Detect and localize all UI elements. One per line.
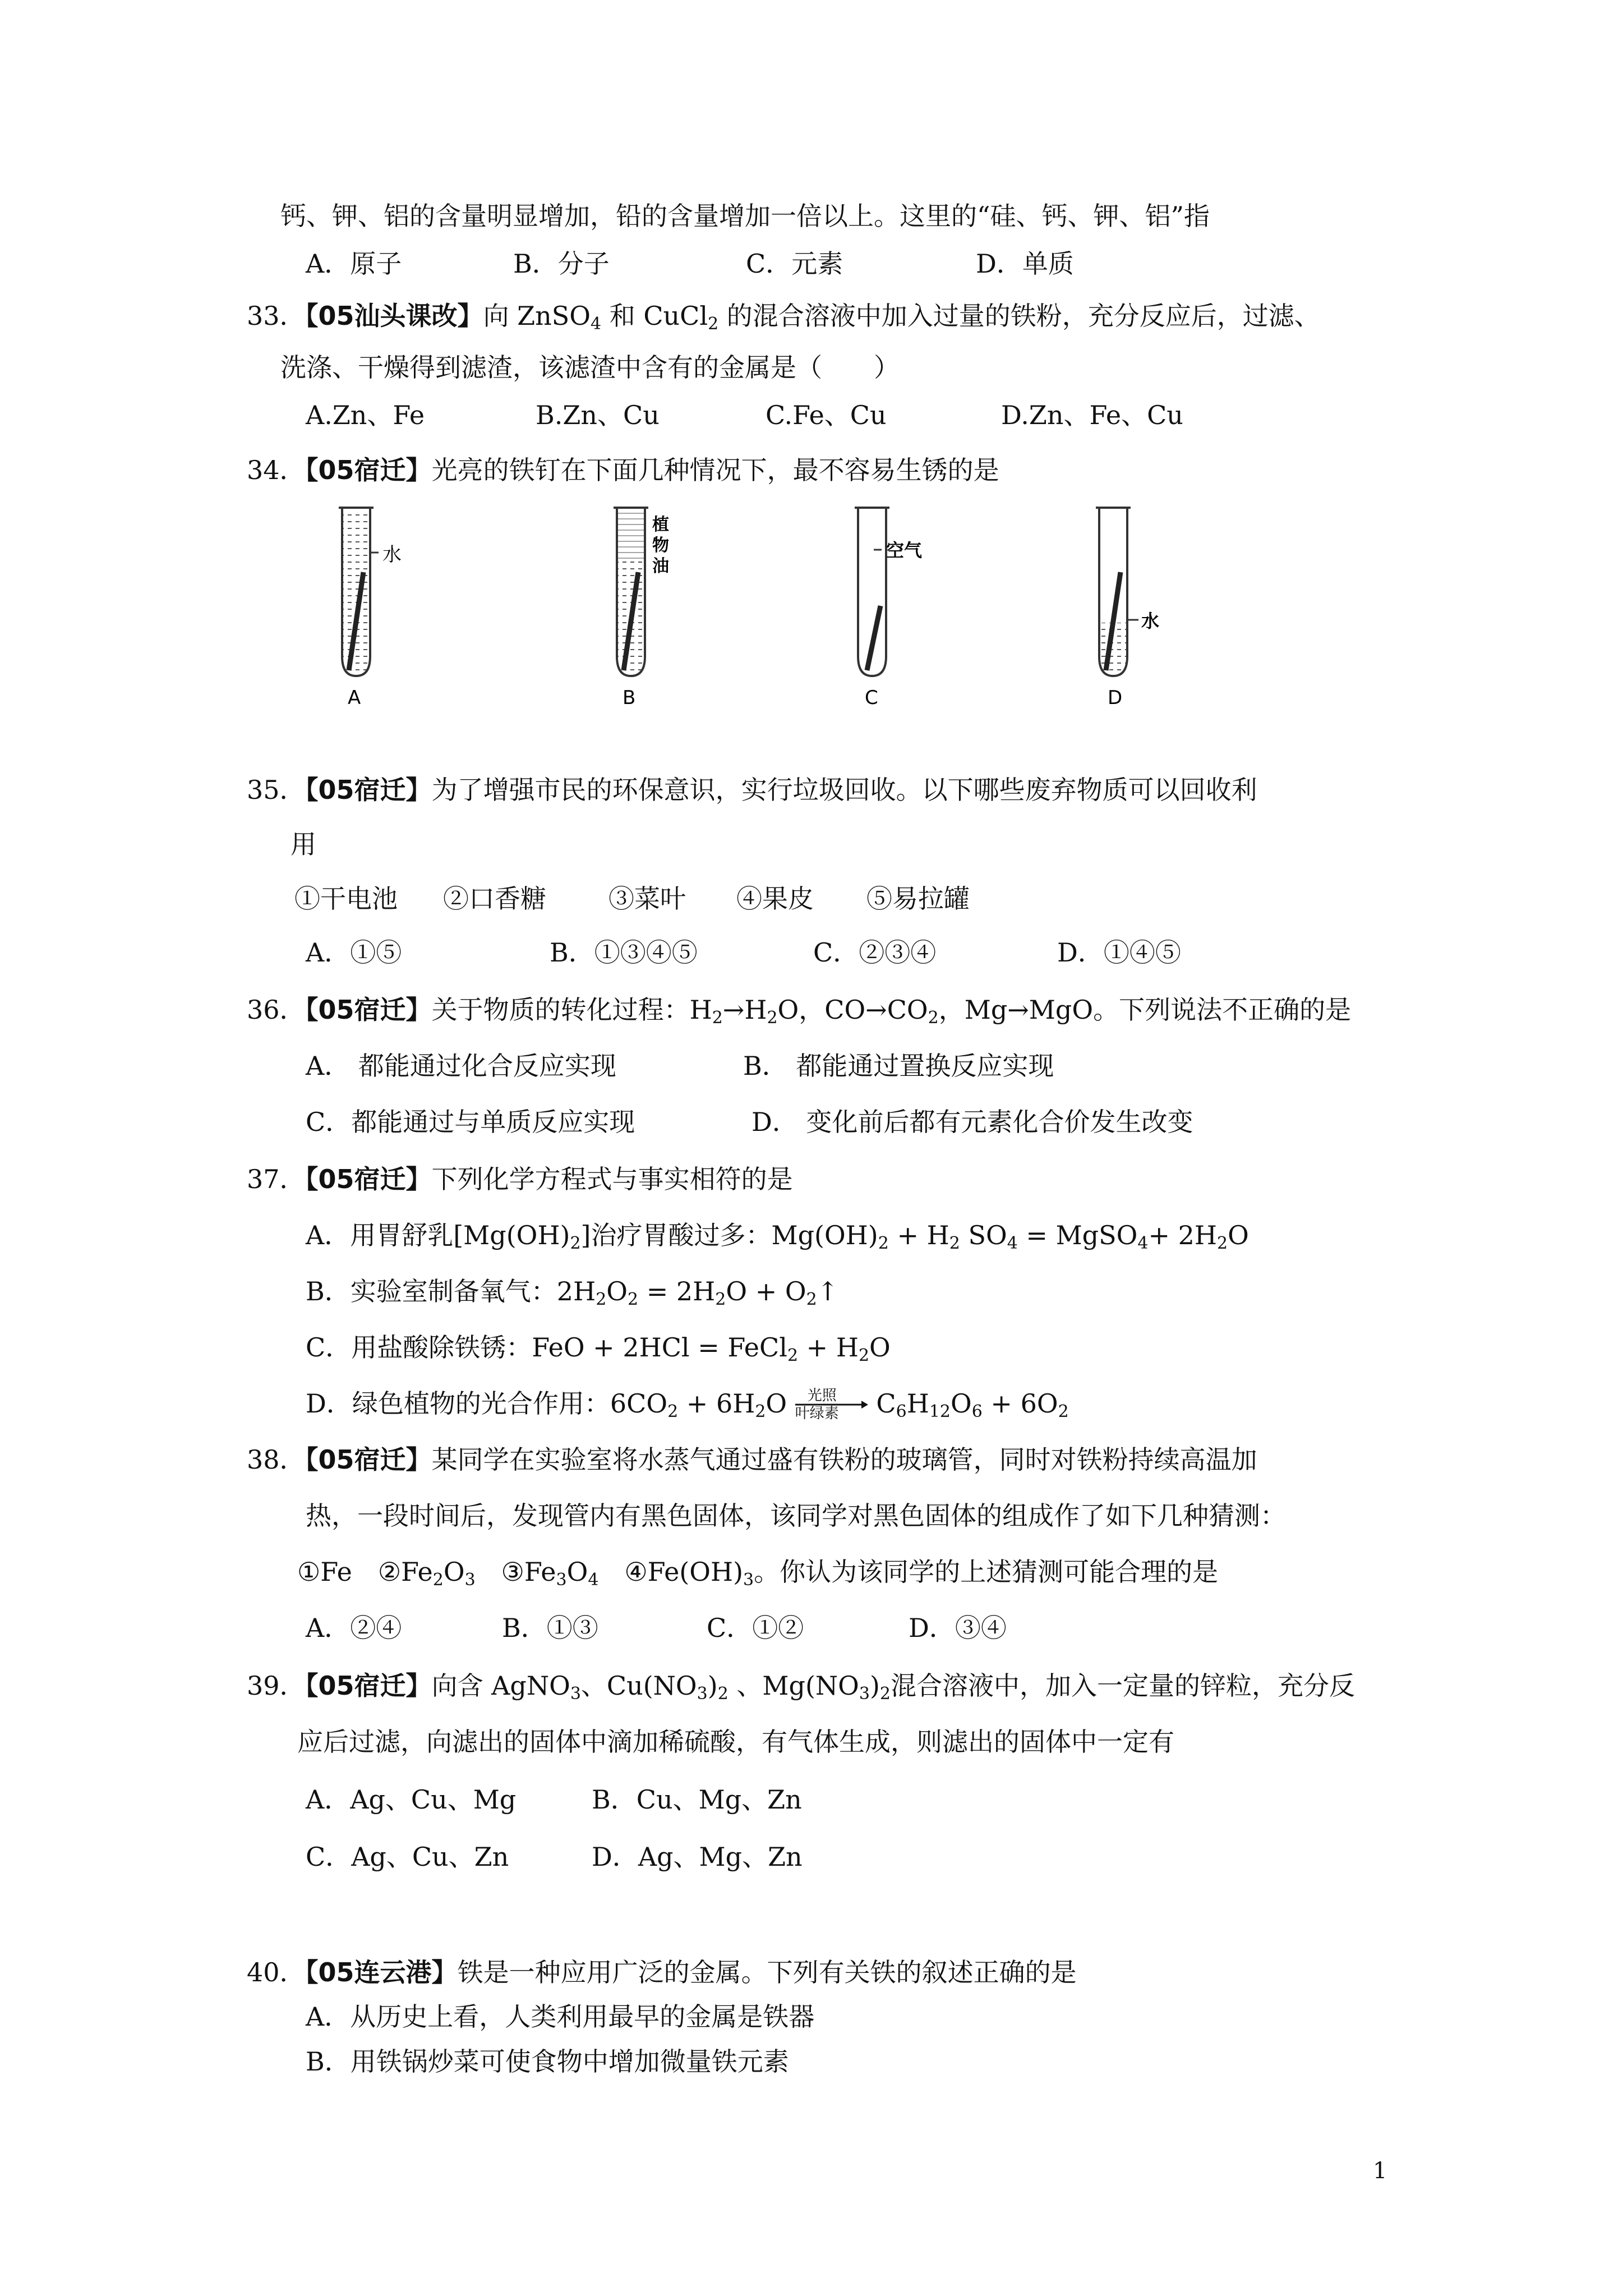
option-c: C．②③④ (813, 937, 937, 968)
question-36 (247, 993, 1351, 1027)
question-35-options (306, 936, 1181, 969)
question-text: 光亮的铁钉在下面几种情况下，最不容易生锈的是 (431, 455, 999, 485)
option-b: B． 都能通过置换反应实现 (743, 1051, 1054, 1081)
subscript: 4 (591, 314, 602, 334)
question-number: 34． (247, 455, 306, 485)
reaction-arrow (795, 1389, 868, 1423)
question-text: ，Mg→MgO。下列说法不正确的是 (938, 995, 1352, 1025)
question-37 (247, 1162, 793, 1196)
question-33-options (306, 398, 1183, 432)
question-text: 下列化学方程式与事实相符的是 (431, 1164, 793, 1194)
option-d: D.Zn、Fe、Cu (1001, 400, 1183, 430)
option-d: D．③④ (909, 1613, 1007, 1643)
option-d: D． 变化前后都有元素化合价发生改变 (751, 1107, 1193, 1137)
option-c: C．都能通过与单质反应实现 (306, 1107, 635, 1137)
question-39: 39．【05宿迁】向含 AgNO$_3$、$Cu(NO_3)_2$ 、$Mg(NO_3)_2$混合溶液中，加入一定量的锌粒，充分反 (247, 1671, 1355, 1704)
question-37-option-d: D．绿色植物的光合作用：$6CO_2 + 6H_2O$ 光照 叶绿素 $C_6H_{12}O_6 + 6O_2$ (306, 1387, 1069, 1422)
item-1: ①干电池 (294, 884, 398, 914)
page-number: 1 (1373, 2158, 1387, 2184)
tube-c-label: 空气 (886, 540, 923, 561)
question-number: 40． (247, 1957, 306, 1987)
option-c: C．Ag、Cu、Zn (306, 1842, 509, 1872)
question-33-line2: 洗涤、干燥得到滤渣，该滤渣中含有的金属是（ ） (280, 352, 900, 383)
question-37-option-a: A．用胃舒乳$[Mg(OH)_2]$治疗胃酸过多：$Mg(OH)_2 + H_2$ $SO_4$ = MgSO$_4$+ $2H_2O$ (306, 1220, 1249, 1253)
option-b: B.Zn、Cu (536, 400, 660, 430)
option-b: B．Cu、Mg、Zn (592, 1784, 802, 1815)
question-number: 36． (247, 995, 306, 1025)
option-b: B．①③④⑤ (550, 937, 698, 968)
question-number: 35． (247, 775, 306, 805)
option-a: A．②④ (306, 1613, 402, 1643)
question-source-tag: 【05宿迁】 (305, 1671, 432, 1701)
tube-a-letter: A (348, 687, 361, 707)
question-text: 关于物质的转化过程：H (431, 995, 712, 1025)
test-tubes-figure (331, 505, 1172, 707)
question-38-options (306, 1611, 1007, 1645)
item-4: ④果皮 (736, 884, 814, 914)
question-text: 和 CuCl (601, 301, 708, 331)
arrow-condition-bottom: 叶绿素 (795, 1405, 839, 1422)
option-c: C．①② (707, 1613, 804, 1643)
question-39-options-ab (306, 1783, 802, 1816)
item-5: ⑤易拉罐 (866, 884, 970, 914)
question-text: O，CO→CO (777, 995, 928, 1025)
question-source-tag: 【05宿迁】 (305, 995, 432, 1025)
question-number: 39． (247, 1671, 306, 1701)
question-source-tag: 【05宿迁】 (305, 775, 432, 805)
question-39-options-cd (306, 1840, 803, 1874)
tube-a-label: 水 (382, 544, 402, 566)
question-35-items (294, 882, 970, 915)
question-source-tag: 【05连云港】 (305, 1957, 458, 1987)
question-35 (247, 773, 1257, 807)
option-d: D．①④⑤ (1057, 937, 1181, 968)
question-38 (247, 1443, 1257, 1476)
question-text: 的混合溶液中加入过量的铁粉，充分反应后，过滤、 (718, 301, 1320, 331)
subscript: 2 (767, 1008, 778, 1028)
option-b: B．分子 (513, 249, 610, 279)
question-33 (247, 299, 1320, 333)
question-38-guesses: ①Fe $②Fe_2O_3$ $③Fe_3O_4$ $④Fe(OH)_3$。你认为该同学的上述猜测可能合理的是 (297, 1557, 1219, 1590)
option-a: A．原子 (306, 249, 402, 279)
question-34 (247, 453, 999, 487)
question-37-option-c: C．用盐酸除铁锈：FeO + 2HCl = FeCl$_2$ + $H_2O$ (306, 1332, 891, 1365)
option-c: C．元素 (746, 249, 843, 279)
tube-d (1096, 508, 1138, 676)
question-36-options-ab (306, 1049, 1054, 1083)
question-40-option-b: B．用铁锅炒菜可使食物中增加微量铁元素 (306, 2046, 789, 2077)
subscript: 2 (708, 314, 719, 334)
option-a: A.Zn、Fe (306, 400, 425, 430)
question-text: 某同学在实验室将水蒸气通过盛有铁粉的玻璃管，同时对铁粉持续高温加 (431, 1444, 1257, 1475)
option-a: A．①⑤ (306, 937, 402, 968)
tube-d-label: 水 (1141, 610, 1160, 632)
question-number: 38． (247, 1444, 306, 1475)
question-text: 为了增强市民的环保意识，实行垃圾回收。以下哪些废弃物质可以回收利 (431, 775, 1257, 805)
question-36-options-cd (306, 1105, 1193, 1139)
question-39-line2: 应后过滤，向滤出的固体中滴加稀硫酸，有气体生成，则滤出的固体中一定有 (297, 1727, 1174, 1757)
question-text: 铁是一种应用广泛的金属。下列有关铁的叙述正确的是 (457, 1957, 1077, 1987)
item-3: ③菜叶 (608, 884, 686, 914)
question-text: →H (722, 995, 767, 1025)
option-d: D．单质 (976, 249, 1074, 279)
subscript: 2 (928, 1008, 939, 1028)
option-d: D．Ag、Mg、Zn (592, 1842, 803, 1872)
question-text: 向 ZnSO (483, 301, 591, 331)
question-number: 37． (247, 1164, 306, 1194)
arrow-condition-top: 光照 (807, 1387, 837, 1404)
question-40-option-a: A．从历史上看，人类利用最早的金属是铁器 (306, 2001, 815, 2032)
question-38-line2: 热，一段时间后，发现管内有黑色固体，该同学对黑色固体的组成作了如下几种猜测： (306, 1501, 1286, 1531)
q32-options (306, 247, 1074, 280)
tube-b-label-3: 油 (652, 556, 669, 576)
option-a: A．Ag、Cu、Mg (306, 1784, 517, 1815)
subscript: 2 (712, 1008, 723, 1028)
question-source-tag: 【05宿迁】 (305, 455, 432, 485)
question-35-line2: 用 (291, 829, 316, 859)
question-source-tag: 【05宿迁】 (305, 1444, 432, 1475)
option-a: A． 都能通过化合反应实现 (306, 1051, 616, 1081)
tube-c (855, 508, 889, 676)
question-37-option-b: B．实验室制备氧气：$2H_2O_2 = 2H_2O$ + $O_2↑$ (306, 1276, 839, 1309)
tube-b-letter: B (623, 687, 636, 707)
q32-continuation: 钙、钾、铝的含量明显增加，铅的含量增加一倍以上。这里的“硅、钙、钾、铝”指 (280, 201, 1210, 231)
option-b: B．①③ (502, 1613, 598, 1643)
tube-b-label-1: 植 (652, 515, 669, 535)
tube-a (339, 508, 379, 676)
question-source-tag: 【05宿迁】 (305, 1164, 432, 1194)
tube-b (614, 508, 648, 676)
option-c: C.Fe、Cu (766, 400, 887, 430)
tube-c-letter: C (865, 687, 878, 707)
question-source-tag: 【05汕头课改】 (305, 301, 483, 331)
tube-b-label-2: 物 (652, 536, 669, 555)
question-40 (247, 1955, 1077, 1989)
tube-d-letter: D (1108, 687, 1123, 707)
question-number: 33． (247, 301, 306, 331)
item-2: ②口香糖 (443, 884, 546, 914)
